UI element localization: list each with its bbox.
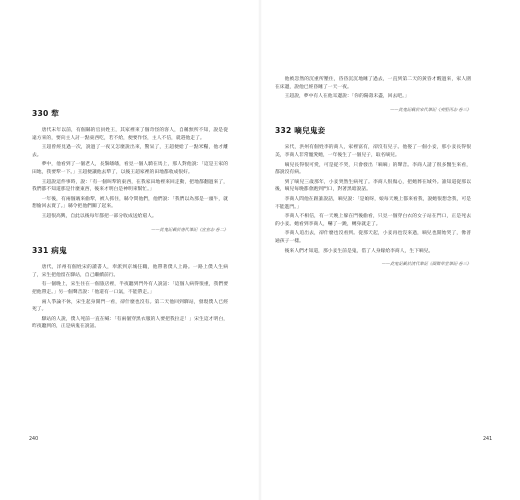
entry-heading-332: 332 嘀兒鬼妾 [275, 126, 326, 136]
entry-332-paragraph-4: 李商人問他在跟誰說話，嘀兒說：「是娘呀，娘每天晚上都來看我，說她很想念我，可是不能進門。」 [275, 196, 471, 210]
intro-paragraph-1: 他被忽然的沉重所壓住，昏昏沉沉地睡了過去，一直到第二天的黃昏才醒過來，家人圍在床邊，說他已經昏睡了一天一夜。 [275, 77, 471, 90]
entry-331-paragraph-2: 有一個晚上，宋生住在一個旅店裡，半夜聽到門外有人說話：「這個人病得很重，我們要把他帶走。」另一個聲音說：「他還有一口氣，不能帶走。」 [32, 282, 228, 295]
page-number-left: 240 [29, 437, 39, 442]
entry-331-paragraph-4: 驛站的人說，僕人死前一直在喊：「有兩個穿黑衣服的人要把我拉走！」宋生這才明白，昨夜聽到的，正是病鬼在說話。 [32, 316, 228, 330]
entry-332-paragraph-2: 嘀兒長得很可愛，可是從不哭，只會發出「嘀嘀」的聲音。李商人請了很多醫生來看，都說沒有病。 [275, 162, 471, 176]
entry-332-paragraph-1: 宋代，洪州有個姓李的商人，家裡富有，卻沒有兒子。他娶了一個小妾，那小妾長得很美，李商人非常寵愛她，一年後生了一個兒子，取名嘀兒。 [275, 145, 471, 158]
right-page-content [275, 76, 471, 268]
entry-330-paragraph-3: 夢中，他看到了一個老人，長鬚皤皤，看見一個人騎在馬上，那人對他說：「這是王家的田地，我要犂一下。」王超便讓他去犂了，以後王超家裡的田地都收成很好。 [32, 162, 228, 175]
entry-heading-331: 331 病鬼 [32, 246, 67, 256]
entry-331-paragraph-1: 唐代，洋州有個姓宋的讀書人，奉派到京城任職，他帶著僕人上路。一路上僕人生病了，宋生把他留在驛站，自己繼續前行。 [32, 265, 228, 278]
entry-332-paragraph-5: 李商人不相信，有一天晚上躲在門後偷看，只見一個穿白衣的女子站在門口，正是死去的小妾。她看到李商人，嚇了一跳，轉身就走了。 [275, 214, 471, 227]
entry-330-paragraph-6: 王超很高興，自此以後每年都把一部分收成送給窮人。 [41, 213, 157, 219]
page-number-right: 241 [483, 437, 493, 442]
intro-source: ——此鬼記載於宋代筆記《夷堅丙志·卷三》 [390, 106, 471, 112]
section-spacer [275, 113, 471, 125]
entry-330-paragraph-1: 唐代末年以前，有個縣的官員姓王，其家裡來了個奇怪的客人，自稱無所不知，說是從遠方來的，要向主人討一點東西吃，若不給，便要作怪，主人不信，就趕他走了。 [32, 128, 228, 141]
section-spacer [32, 233, 228, 245]
entry-332-paragraph-6: 李商人追出去，卻什麼也沒看到。從那天起，小妾再也沒來過，嘀兒也開始哭了，像普通孩子一樣。 [275, 231, 471, 244]
left-page-content [32, 108, 228, 333]
entry-heading-330: 330 犂 [32, 109, 60, 118]
entry-330-paragraph-4: 王超說這件事時，說：「有一個叫犂的東西，在我家田地裡來回走動，把地都翻過來了，我們都不知道那是什麼東西，後來才明白是神明來幫忙。」 [32, 179, 228, 193]
entry-330-paragraph-2: 王超曾經見過一次，說過了一夜又怎麼說出來，驚呆了，王超便給了一點米糧，他才離去。 [32, 145, 228, 158]
entry-330-paragraph-5: 一年後，有兩個賊來偷犂，被人抓住，縣令問他們，他們說：「我們以為那是一頭牛，就想偷回去賣了。」縣令把他們關了起來。 [32, 196, 228, 210]
entry-330-source: ——此鬼記載於唐代筆記《宣室志·卷二》 [151, 226, 228, 232]
entry-332-source: ——此鬼記載於清代筆記《閱微草堂筆記·卷三》 [381, 261, 471, 267]
entry-332-paragraph-3: 到了嘀兒三歲那年，小妾突然生病死了。李商人很傷心，把她葬在城外。誰知道從那以後，嘀兒每晚都會跑到門口，對著黑暗說話。 [275, 179, 471, 193]
intro-paragraph-2: 王超說，夢中有人在他耳邊說：「你的陽壽未盡，回去吧。」 [284, 94, 410, 100]
entry-331-paragraph-3: 兩人爭論不休，宋生起身開門一看，卻什麼也沒有。第二天他回到驛站，發現僕人已經死了。 [32, 299, 228, 313]
entry-332-paragraph-7: 後來人們才知道，那小妾生前是鬼，借了人身嫁給李商人，生下嘀兒。 [284, 248, 434, 254]
book-gutter [258, 0, 262, 500]
